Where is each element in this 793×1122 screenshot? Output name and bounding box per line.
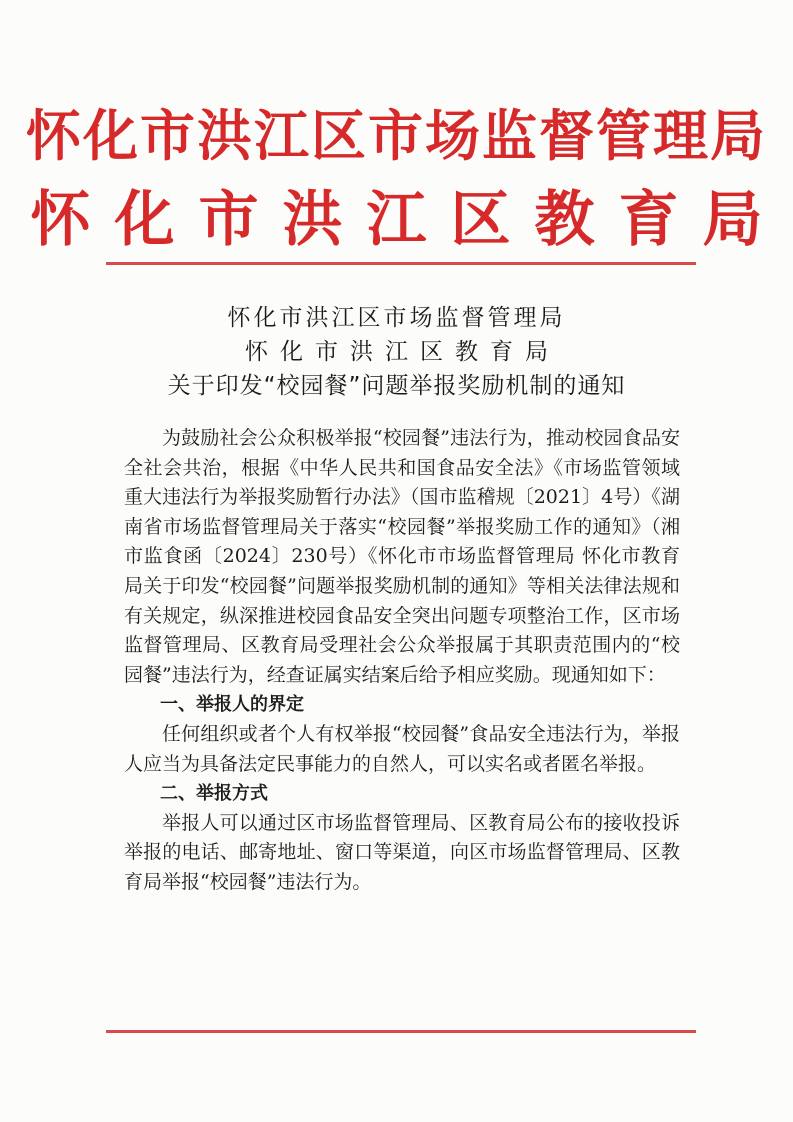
footer-divider <box>106 1030 696 1033</box>
section-1-heading: 一、举报人的界定 <box>160 694 304 716</box>
section-2-paragraph: 举报人可以通过区市场监督管理局、区教育局公布的接收投诉举报的电话、邮寄地址、窗口等渠道，向区市场监督管理局、区教育局举报“校园餐”违法行为。 <box>124 811 680 893</box>
document-body <box>124 424 680 898</box>
letterhead-org-1: 怀化市洪江区市场监督管理局 <box>25 103 767 168</box>
section-1-paragraph: 任何组织或者个人有权举报“校园餐”食品安全违法行为，举报人应当为具备法定民事能力的自然人，可以实名或者匿名举报。 <box>124 722 680 775</box>
intro-paragraph: 为鼓励社会公众积极举报“校园餐”违法行为，推动校园食品安全社会共治，根据《中华人民共和国食品安全法》《市场监管领域重大违法行为举报奖励暂行办法》（国市监稽规〔2021〕4号）《湖南省市场监督管理局关于落实“校园餐”举报奖励工作的通知》（湘市监食函〔2024〕230号）《怀化市市场监督管理局 怀化市教育局关于印发“校园餐”问题举报奖励机制的通知》等相关法律法规和有关规定，纵深推进校园食品安全突出问题专项整治工作，区市场监督管理局、区教育局受理社会公众举报属于其职责范围内的“校园餐”违法行为，经查证属实结案后给予相应奖励。现通知如下： <box>124 427 680 686</box>
section-2-heading: 二、举报方式 <box>160 783 268 805</box>
letterhead-org-2: 怀化市洪江区教育局 <box>30 185 787 255</box>
title-line-1: 怀化市洪江区市场监督管理局 <box>227 305 566 331</box>
title-line-2: 怀化市洪江区教育局 <box>245 339 560 365</box>
title-line-3: 关于印发“校园餐”问题举报奖励机制的通知 <box>167 373 626 399</box>
letterhead-divider <box>106 262 696 265</box>
